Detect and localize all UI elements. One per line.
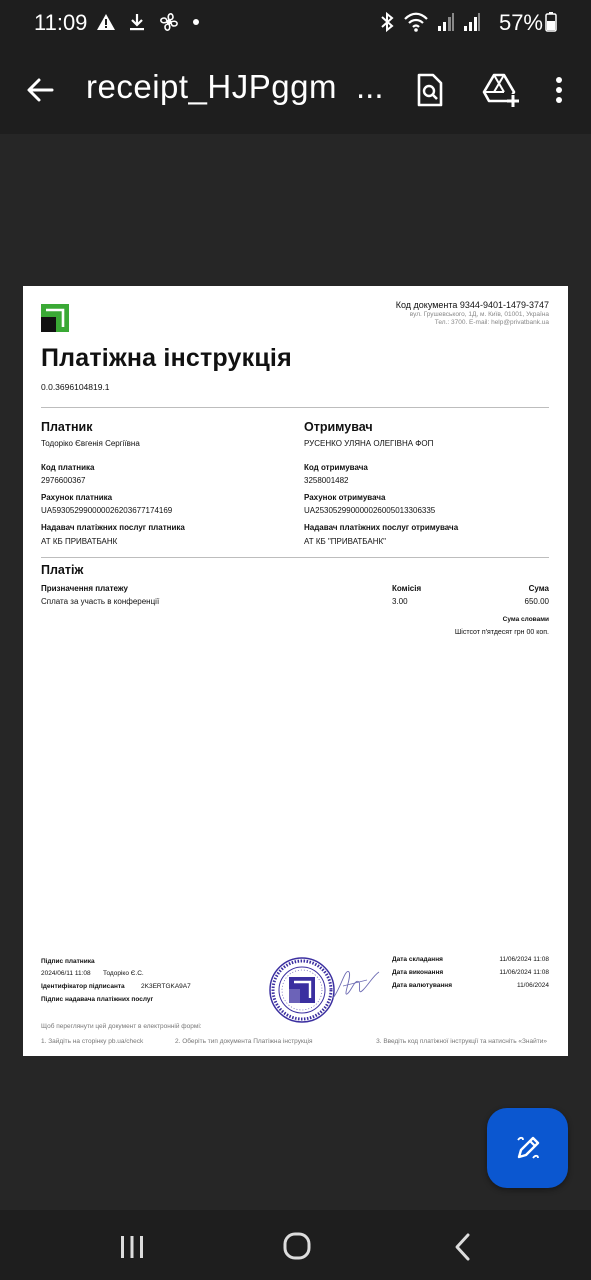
- commission-value: 3.00: [392, 597, 408, 606]
- recents-icon[interactable]: [112, 1230, 152, 1264]
- recipient-code: 3258001482: [304, 476, 349, 485]
- payer-name: Тодоріко Євгенія Сергіївна: [41, 439, 140, 448]
- privatbank-logo: [41, 304, 69, 332]
- drive-add-icon[interactable]: [480, 70, 520, 110]
- payer-sign-label: Підпис платника: [41, 958, 95, 965]
- check-step-2: 2. Оберіть тип документа Платіжна інструкція: [175, 1038, 313, 1045]
- file-title-ellipsis: ...: [356, 68, 384, 105]
- search-document-icon[interactable]: [410, 70, 450, 110]
- divider: [41, 407, 549, 408]
- payer-code: 2976600367: [41, 476, 86, 485]
- payment-purpose-label: Призначення платежу: [41, 584, 129, 593]
- commission-label: Комісія: [392, 584, 422, 593]
- status-left-icons: [96, 10, 200, 34]
- signal-icon: [437, 12, 455, 32]
- warning-icon: [96, 12, 116, 32]
- executed-date: 11/06/2024 11:08: [499, 969, 549, 976]
- payer-code-label: Код платника: [41, 463, 95, 472]
- executed-label: Дата виконання: [392, 969, 444, 976]
- system-nav-bar: [0, 1210, 591, 1280]
- recipient-name: РУСЕНКО УЛЯНА ОЛЕГІВНА ФОП: [304, 439, 434, 448]
- battery-icon: [545, 12, 557, 32]
- created-label: Дата складання: [392, 956, 443, 963]
- payer-provider-label: Надавач платіжних послуг платника: [41, 523, 185, 532]
- signer-name: Тодоріко Є.С.: [103, 970, 144, 977]
- fan-icon: [158, 11, 180, 33]
- signal-icon: [463, 12, 481, 32]
- amount-words: Шістсот п'ятдесят грн 00 коп.: [454, 629, 549, 636]
- payment-heading: Платіж: [41, 563, 84, 577]
- download-icon: [128, 12, 146, 32]
- payer-heading: Платник: [41, 420, 93, 434]
- recipient-account-label: Рахунок отримувача: [304, 493, 386, 502]
- document-viewer[interactable]: [0, 134, 591, 1210]
- check-hint: Щоб переглянути цей документ в електронній формі:: [41, 1023, 202, 1030]
- payer-account: UA593052990000026203677174169: [41, 506, 173, 515]
- payer-account-label: Рахунок платника: [41, 493, 113, 502]
- status-bar: [0, 0, 591, 46]
- payer-provider: АТ КБ ПРИВАТБАНК: [41, 537, 118, 546]
- document-page[interactable]: [23, 286, 568, 1056]
- recipient-provider-label: Надавач платіжних послуг отримувача: [304, 523, 459, 532]
- document-title: Платіжна інструкція: [41, 344, 292, 372]
- recipient-heading: Отримувач: [304, 420, 373, 434]
- handwritten-signature: [323, 958, 383, 1008]
- signer-id-label: Ідентифікатор підписанта: [41, 983, 125, 990]
- divider: [41, 557, 549, 558]
- recipient-provider: АТ КБ "ПРИВАТБАНК": [304, 537, 386, 546]
- app-bar: [0, 46, 591, 134]
- provider-sign-label: Підпис надавача платіжних послуг: [41, 996, 154, 1003]
- bank-address: вул. Грушевського, 1Д, м. Київ, 01001, Україна: [409, 311, 549, 318]
- signer-id: 2K3ERTGKA9A7: [141, 983, 191, 990]
- bluetooth-icon: [379, 11, 395, 33]
- document-code: Код документа 9344-9401-1479-3747: [395, 300, 549, 310]
- created-date: 11/06/2024 11:08: [499, 956, 549, 963]
- amount-label: Сума: [528, 584, 549, 593]
- back-arrow-icon[interactable]: [22, 72, 58, 108]
- annotate-fab[interactable]: [487, 1108, 568, 1188]
- sign-date: 2024/06/11 11:08: [41, 970, 91, 977]
- payment-purpose: Сплата за участь в конференції: [41, 597, 160, 606]
- recipient-code-label: Код отримувача: [304, 463, 368, 472]
- recipient-account: UA253052990000026005013306335: [304, 506, 436, 515]
- home-icon[interactable]: [277, 1230, 317, 1264]
- back-icon[interactable]: [443, 1230, 483, 1264]
- check-step-3: 3. Введіть код платіжної інструкції та натисніть «Знайти»: [376, 1038, 547, 1045]
- wifi-icon: [403, 11, 429, 33]
- battery-percent: 57%: [498, 10, 543, 35]
- amount-value: 650.00: [524, 597, 549, 606]
- bank-contacts: Тел.: 3700. E-mail: help@privatbank.ua: [434, 319, 549, 326]
- dot-icon: [192, 18, 200, 26]
- amount-words-label: Сума словами: [502, 616, 549, 623]
- file-title: receipt_HJPggm: [86, 68, 337, 105]
- more-vert-icon[interactable]: [539, 70, 579, 110]
- value-date-label: Дата валютування: [392, 982, 453, 989]
- check-step-1: 1. Зайдіть на сторінку pb.ua/check: [41, 1038, 144, 1045]
- document-number: 0.0.3696104819.1: [41, 382, 110, 392]
- pen-edit-icon: [511, 1131, 545, 1165]
- value-date: 11/06/2024: [516, 982, 549, 989]
- status-time: 11:09: [34, 10, 88, 35]
